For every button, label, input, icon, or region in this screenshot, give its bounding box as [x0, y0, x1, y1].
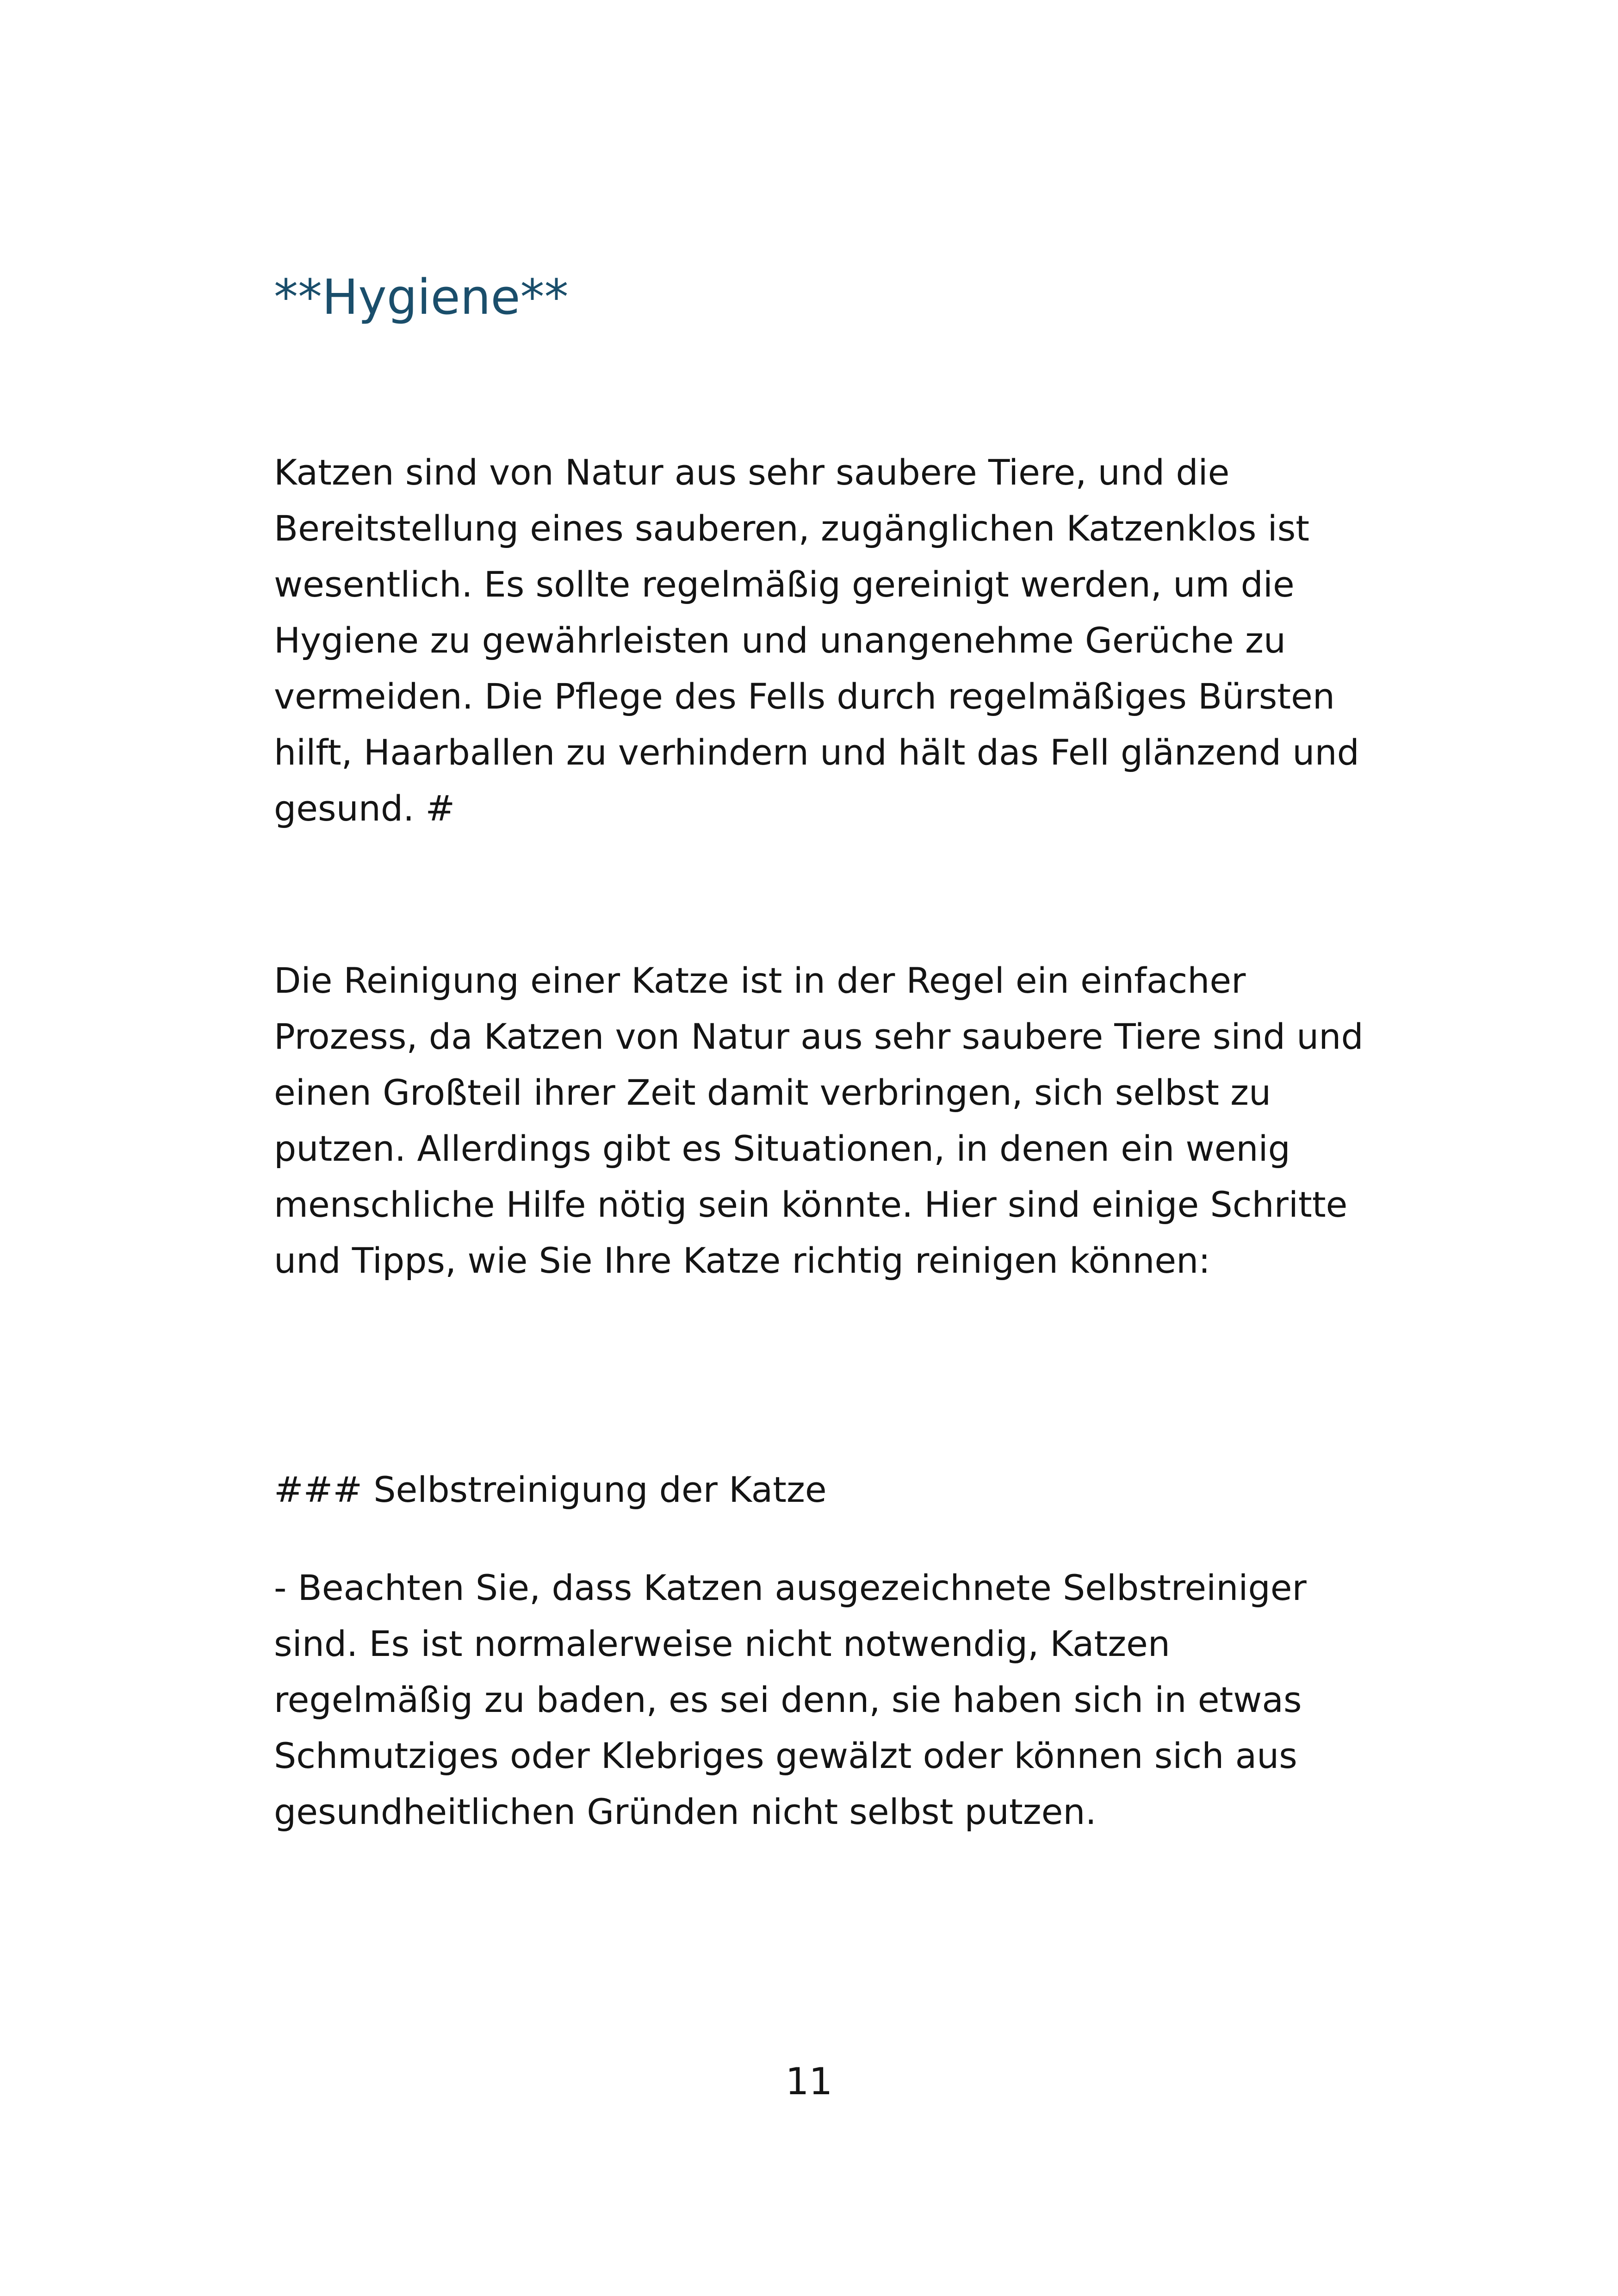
- page-heading: **Hygiene**: [274, 269, 569, 325]
- subheading-self-cleaning: ### Selbstreinigung der Katze: [274, 1469, 827, 1510]
- page-number: 11: [785, 2060, 833, 2103]
- bullet-self-cleaning: - Beachten Sie, dass Katzen ausgezeichnete Selbstreiniger sind. Es ist normalerweise nicht notwendig, Katzen regelmäßig zu baden, es sei denn, sie haben sich in etwas Schmutziges oder Klebriges gewälzt oder können sich aus gesundheitlichen Gründen nicht selbst putzen.: [274, 1567, 1307, 1832]
- paragraph-hygiene-intro: Katzen sind von Natur aus sehr saubere Tiere, und die Bereitstellung eines sauberen, zugänglichen Katzenklos ist wesentlich. Es sollte regelmäßig gereinigt werden, um die Hygiene zu gewährleisten und unangenehme Gerüche zu vermeiden. Die Pflege des Fells durch regelmäßiges Bürsten hilft, Haarballen zu verhindern und hält das Fell glänzend und gesund. #: [274, 452, 1359, 829]
- paragraph-cleaning-process: Die Reinigung einer Katze ist in der Regel ein einfacher Prozess, da Katzen von Natur aus sehr saubere Tiere sind und einen Großteil ihrer Zeit damit verbringen, sich selbst zu putzen. Allerdings gibt es Situationen, in denen ein wenig menschliche Hilfe nötig sein könnte. Hier sind einige Schritte und Tipps, wie Sie Ihre Katze richtig reinigen können:: [274, 960, 1364, 1281]
